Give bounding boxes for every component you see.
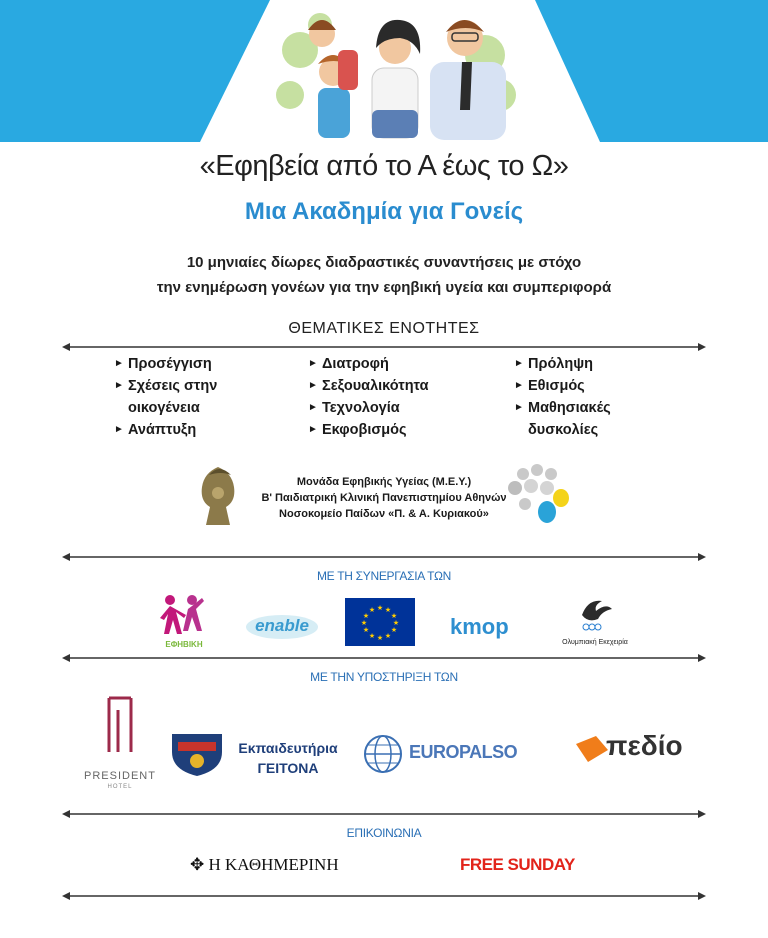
svg-text:★: ★ [362,626,370,634]
svg-text:★: ★ [392,619,400,627]
kmop-logo: kmop [450,614,509,639]
topic-item: ► Μαθησιακές δυσκολίες [514,400,611,438]
topic-item: ► Προσέγγιση [114,356,212,372]
president-monogram-icon [106,696,134,754]
svg-text:★: ★ [368,606,376,614]
bottom-divider [62,888,706,904]
mother-figure [372,20,420,138]
organizer-block [0,474,768,522]
olympic-truce-logo: Ολυμπιακή Εκεχειρία [550,597,640,653]
topics-column-2 [308,353,472,441]
topic-item: ► Πρόληψη [514,356,594,372]
svg-text:★: ★ [360,619,368,627]
kathimerini-emblem-icon: ✥ [190,855,205,874]
pedio-logo: πεδίο [606,730,683,761]
description-line-2: την ενημέρωση γονέων για την εφηβική υγεία και συμπεριφορά [156,279,612,296]
teen-health-logo [134,594,234,652]
topic-item: ► Ανάπτυξη [114,422,197,438]
eu-flag-icon [345,598,415,646]
pedio-book-icon [574,734,610,766]
free-sunday-logo: FREE SUNDAY [460,855,575,874]
topic-item: ► Διατροφή [308,356,389,372]
page-subtitle: Μια Ακαδημία για Γονείς [244,198,524,225]
svg-text:★: ★ [368,632,376,640]
svg-text:★: ★ [384,632,392,640]
topic-item: ► Εθισμός [514,378,585,394]
communication-heading: ΕΠΙΚΟΙΝΩΝΙΑ [346,826,422,840]
topic-item: ► Εκφοβισμός [308,422,407,438]
topics-column-1 [114,353,248,441]
page-title: «Εφηβεία από το Α έως το Ω» [199,150,569,182]
organizer-line-3: Νοσοκομείο Παίδων «Π. & Α. Κυριακού» [279,508,489,520]
globe-icon [361,732,405,776]
organizer-line-1: Μονάδα Εφηβικής Υγείας (Μ.Ε.Υ.) [296,476,472,488]
topic-item: ► Σεξουαλικότητα [308,378,429,394]
header-illustration [0,0,768,142]
kathimerini-logo: ✥ Η ΚΑΘΗΜΕΡΙΝΗ [190,855,339,874]
topics-column-3 [514,353,638,441]
svg-text:★: ★ [384,606,392,614]
svg-text:★: ★ [376,634,384,642]
partners-heading: ΜΕ ΤΗ ΣΥΝΕΡΓΑΣΙΑ ΤΩΝ [316,569,452,583]
sponsors-heading: ΜΕ ΤΗΝ ΥΠΟΣΤΗΡΙΞΗ ΤΩΝ [310,670,458,684]
adolescent-health-logo-icon [503,462,575,530]
president-hotel-logo: PRESIDENT HOTEL [84,696,156,792]
topic-item: ► Τεχνολογία [308,400,400,416]
geitona-crest-icon [168,728,226,778]
partners-divider-top [62,549,706,565]
svg-text:★: ★ [390,612,398,620]
program-description [0,250,768,300]
dancing-figures-icon [152,594,212,638]
communication-divider-top [62,806,706,822]
dove-icon [574,597,614,633]
sponsors-divider-top [62,650,706,666]
enable-logo: enable [244,612,320,642]
geitona-logo-text: Εκπαιδευτήρια ΓΕΙΤΟΝΑ [238,740,338,776]
organizer-line-2: Β' Παιδιατρική Κλινική Πανεπιστημίου Αθηνών [261,492,507,504]
teen-logo-label: ΕΦΗΒΙΚΗ [165,640,203,649]
topic-item: ► Σχέσεις στην οικογένεια [114,378,218,416]
topics-heading: ΘΕΜΑΤΙΚΕΣ ΕΝΟΤΗΤΕΣ [288,320,480,337]
europalso-logo: EUROPALSO [409,742,518,762]
svg-text:★: ★ [376,604,384,612]
svg-text:★: ★ [390,626,398,634]
description-line-1: 10 μηνιαίες δίωρες διαδραστικές συναντήσεις με στόχο [186,254,582,271]
svg-text:★: ★ [362,612,370,620]
